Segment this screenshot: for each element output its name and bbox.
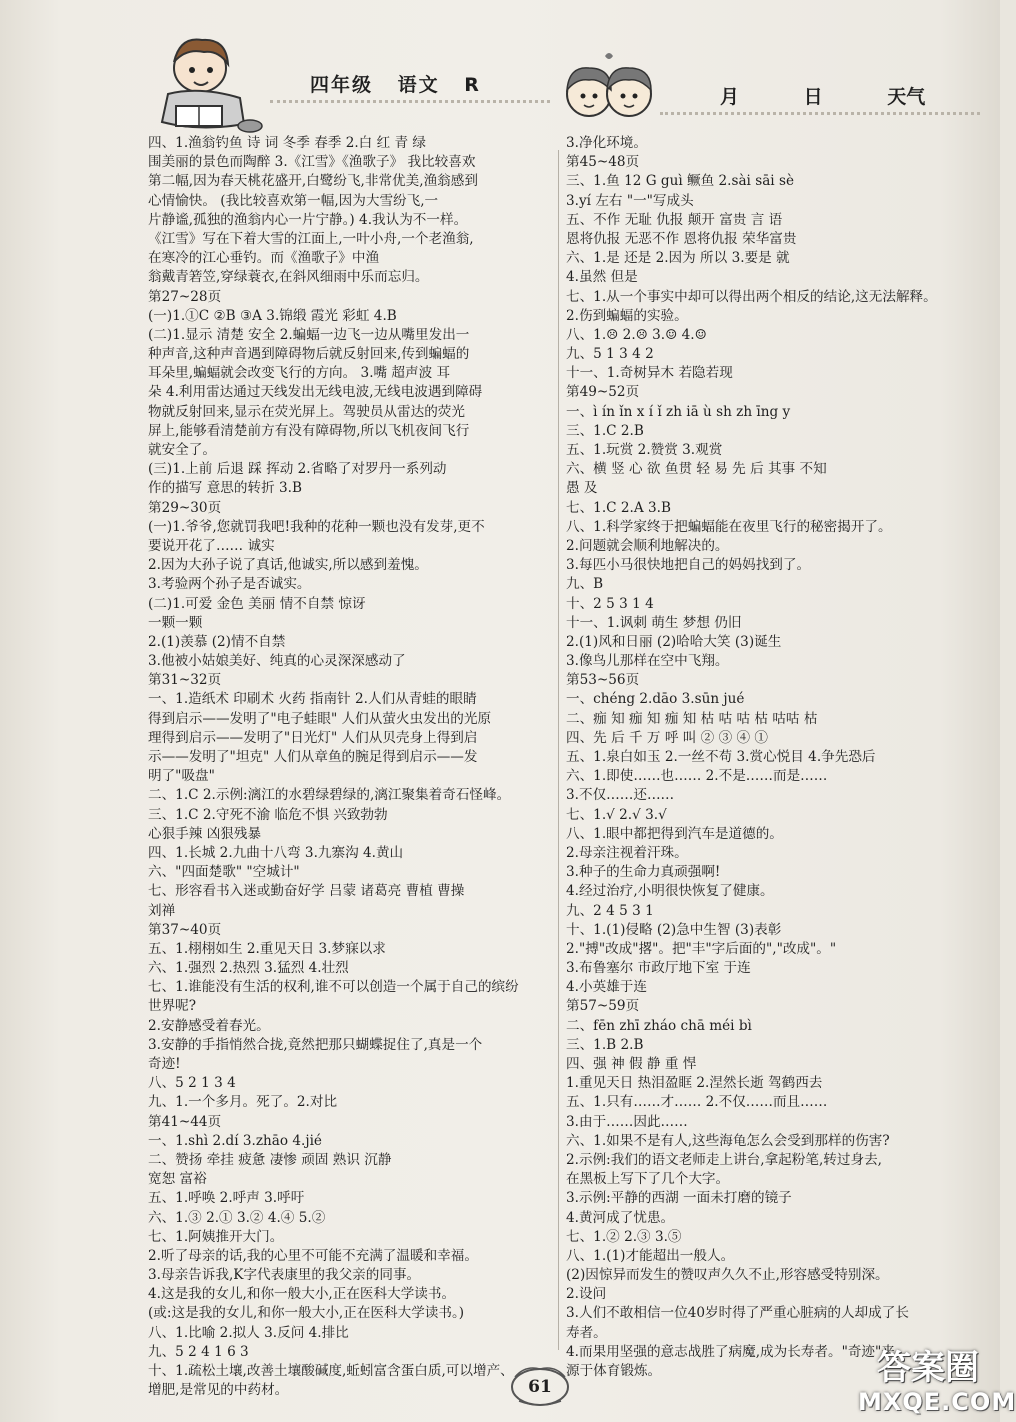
answer-line: 2.(1)风和日丽 (2)哈哈大笑 (3)诞生 [566, 633, 782, 650]
weather-label: 天气 [887, 86, 926, 108]
answer-line: 寿者。 [566, 1324, 607, 1341]
answer-line: 3.像鸟儿那样在空中飞翔。 [566, 653, 729, 670]
answer-line: 耳朵里,蝙蝠就会改变飞行的方向。 3.嘴 超声波 耳 [148, 365, 451, 382]
answer-line: 3.yí 左右 "一"写成头 [566, 192, 694, 209]
answer-line: 五、1.呼唤 2.呼声 3.呼吁 [148, 1190, 305, 1207]
answer-line: 四、强 神 假 静 重 悍 [566, 1056, 697, 1072]
answer-line: 恩将仇报 无恶不作 恩将仇报 荣华富贵 [566, 230, 797, 247]
answer-line: 《江雪》写在下着大雪的江面上,一叶小舟,一个老渔翁, [148, 230, 474, 247]
answer-line: 一、ì ín ǐn x í ǐ zh iā ù sh zh īng y [566, 403, 791, 420]
answer-line: 六、1.即使……也…… 2.不是……而是…… [566, 768, 828, 785]
answer-line: 一颗一颗 [148, 614, 203, 631]
answer-line: 示——发明了"坦克" 人们从章鱼的腕足得到启示——发 [148, 749, 478, 765]
answer-line: (三)1.上前 后退 踩 挥动 2.省略了对罗丹一系列动 [148, 461, 447, 478]
answer-line: 世界呢? [148, 998, 197, 1015]
answer-line: 片静谧,孤独的渔翁内心一片宁静。) 4.我认为不一样。 [148, 211, 468, 228]
answer-line: 八、1.眼中都把得到汽车是道德的。 [566, 825, 783, 842]
answer-line: 九、5 1 3 4 2 [566, 346, 654, 363]
answer-line: 翁戴青箬笠,穿绿蓑衣,在斜风细雨中乐而忘归。 [148, 269, 429, 286]
answer-line: 二、赞扬 牵挂 疲惫 凄惨 顽固 熟识 沉静 [148, 1151, 392, 1168]
answer-line: 三、1.C 2.守死不渝 临危不惧 兴致勃勃 [148, 806, 388, 823]
answer-line: 八、1.☹ 2.☹ 3.☺ 4.☺ [566, 326, 707, 343]
answer-line: 2.母亲注视着汗珠。 [566, 844, 688, 861]
answer-line: 二、痂 知 痂 知 痂 知 枯 咕 咕 枯 咕咕 枯 [566, 710, 818, 727]
page-number-badge [505, 1363, 575, 1409]
month-label: 月 [720, 86, 740, 108]
answer-line: 十一、1.讽刺 萌生 梦想 仍旧 [566, 614, 742, 631]
answer-line: (二)1.可爱 金色 美丽 情不自禁 惊讶 [148, 595, 366, 612]
answer-line: 2.安静感受着春光。 [148, 1017, 270, 1034]
answer-line: 3.人们不敢相信一位40岁时得了严重心脏病的人却成了长 [566, 1305, 909, 1322]
answer-line: 朵 4.利用雷达通过天线发出无线电波,无线电波遇到障碍 [148, 384, 483, 401]
answer-line: 作的描写 意思的转折 3.B [148, 480, 302, 497]
answer-column-left [148, 134, 548, 1400]
answer-line: 2.伤到蝙蝠的实验。 [566, 307, 688, 324]
answer-line: 十、1.(1)侵略 (2)急中生智 (3)表彰 [566, 921, 782, 938]
answer-line: 物就反射回来,显示在荧光屏上。驾驶员从雷达的荧光 [148, 403, 465, 420]
answer-line: 屏上,能够看清楚前方有没有障碍物,所以飞机夜间飞行 [148, 422, 470, 439]
answer-line: 3.种子的生命力真顽强啊! [566, 864, 721, 881]
answer-line: 2.(1)羡慕 (2)情不自禁 [148, 633, 286, 650]
answer-line: 1.重见天日 热泪盈眶 2.涅然长逝 驾鹤西去 [566, 1075, 823, 1092]
answer-line: 七、1.谁能没有生活的权利,谁不可以创造一个属于自己的缤纷 [148, 979, 519, 996]
answer-line: 3.考验两个孙子是否诚实。 [148, 576, 311, 593]
answer-line: 就安全了。 [148, 442, 216, 458]
answer-line: 3.示例:平静的西湖 一面未打磨的镜子 [566, 1190, 792, 1207]
answer-line: 六、横 竖 心 欲 鱼贯 轻 易 先 后 其事 不知 [566, 461, 827, 478]
answer-line: 4.小英雄于连 [566, 979, 647, 996]
answer-line: 七、1.从一个事实中却可以得出两个相反的结论,这无法解释。 [566, 288, 937, 305]
day-label: 日 [803, 86, 823, 108]
answer-line: 七、1.阿姨推开大门。 [148, 1228, 284, 1245]
answer-line: 九、1.一个多月。死了。2.对比 [148, 1094, 338, 1111]
answer-line: 3.不仅……还…… [566, 787, 675, 804]
answer-line: 4.这是我的女儿,和你一般大小,正在医科大学读书。 [148, 1286, 456, 1303]
answer-line: 三、1.C 2.B [566, 422, 644, 439]
answer-line: 六、1.强烈 2.热烈 3.猛烈 4.壮烈 [148, 960, 349, 977]
page-header [0, 0, 1000, 140]
page-number: 61 [528, 1377, 552, 1397]
twin-kids-illustration [555, 50, 665, 130]
answer-line: 第二幅,因为春天桃花盛开,白鹭纷飞,非常优美,渔翁感到 [148, 173, 478, 190]
answer-line: (一)1.①C ②B ③A 3.锦缎 霞光 彩虹 4.B [148, 307, 397, 324]
answer-line: 愚 及 [566, 480, 598, 497]
answer-line: 四、1.长城 2.九曲十八弯 3.九寨沟 4.黄山 [148, 844, 404, 861]
answer-line: 要说开花了…… 诚实 [148, 537, 275, 554]
answer-line: (2)因惊异而发生的赞叹声久久不止,形容感受特别深。 [566, 1267, 889, 1284]
answer-line: 十、2 5 3 1 4 [566, 595, 654, 612]
answer-line: 八、1.(1)才能超出一般人。 [566, 1247, 735, 1264]
answer-line: 九、5 2 4 1 6 3 [148, 1343, 249, 1360]
answer-line: 一、1.造纸术 印刷术 火药 指南针 2.人们从青蛙的眼睛 [148, 691, 477, 708]
site-watermark [858, 1346, 1016, 1420]
header-dotted-line [270, 100, 550, 106]
answer-line: 五、1.只有……才…… 2.不仅……而且…… [566, 1094, 828, 1111]
answer-line: 第27~28页 [148, 288, 222, 305]
answer-line: 明了"吸盘" [148, 768, 215, 785]
answer-line: 七、1.C 2.A 3.B [566, 499, 671, 516]
answer-line: 2.设问 [566, 1286, 607, 1303]
answer-line: 在寒冷的江心垂钓。而《渔歌子》中渔 [148, 250, 380, 267]
answer-line: 3.净化环境。 [566, 135, 647, 151]
answer-line: 九、2 4 5 3 1 [566, 902, 654, 919]
watermark-logo: 答案圈 [877, 1348, 979, 1388]
answer-line: (一)1.爷爷,您就罚我吧!我种的花种一颗也没有发芽,更不 [148, 518, 485, 535]
answer-line: 刘禅 [148, 902, 176, 919]
answer-line: 源于体育锻炼。 [566, 1363, 662, 1379]
answer-line: 4.经过治疗,小明很快恢复了健康。 [566, 883, 774, 900]
answer-line: 八、5 2 1 3 4 [148, 1075, 236, 1092]
header-dotted-line-right [660, 112, 980, 118]
date-weather-fields [720, 82, 925, 109]
answer-line: 第53~56页 [566, 672, 640, 689]
answer-line: 六、1.如果不是有人,这些海龟怎么会受到那样的伤害? [566, 1132, 890, 1149]
answer-line: 心狠手辣 凶狠残暴 [148, 825, 262, 842]
answer-line: 六、1.是 还是 2.因为 所以 3.要是 就 [566, 250, 790, 267]
subject-label: 语文 [397, 74, 440, 96]
answer-line: 三、1.鱼 12 G guì 鳜鱼 2.sài sāi sè [566, 173, 794, 190]
answer-line: 四、1.渔翁钓鱼 诗 词 冬季 春季 2.白 红 青 绿 [148, 135, 427, 151]
answer-line: 一、chéng 2.dāo 3.sūn jué [566, 691, 745, 708]
answer-line: 3.布鲁塞尔 市政厅地下室 于连 [566, 960, 751, 977]
answer-line: 2."搏"改成"撂"。把"丰"字后面的","改成"。" [566, 940, 837, 957]
answer-line: 4.虽然 但是 [566, 269, 638, 286]
answer-line: 八、1.科学家终于把蝙蝠能在夜里飞行的秘密揭开了。 [566, 518, 892, 535]
answer-line: 增肥,是常见的中药材。 [148, 1382, 289, 1399]
reading-child-illustration [140, 28, 270, 138]
answer-line: 三、1.B 2.B [566, 1036, 644, 1053]
answer-line: 理得到启示——发明了"日光灯" 人们从贝壳身上得到启 [148, 729, 478, 746]
watermark-text: MXQE.COM [858, 1388, 1016, 1416]
answer-line: 四、先 后 千 万 呼 叫 ② ③ ④ ① [566, 729, 769, 746]
answer-line: 第57~59页 [566, 998, 640, 1015]
answer-line: 第37~40页 [148, 921, 222, 938]
answer-line: 一、1.shì 2.dí 3.zhāo 4.jié [148, 1132, 322, 1149]
answer-line: 五、不作 无耻 仇报 颠开 富贵 言 语 [566, 211, 783, 228]
answer-line: 二、fēn zhī zháo chā méi bì [566, 1017, 752, 1034]
answer-line: 六、"四面楚歌" "空城计" [148, 864, 300, 881]
answer-line: 第29~30页 [148, 499, 222, 516]
answer-line: 第45~48页 [566, 154, 640, 171]
answer-line: 2.听了母亲的话,我的心里不可能不充满了温暖和幸福。 [148, 1247, 478, 1264]
answer-line: 2.问题就会顺利地解决的。 [566, 537, 729, 554]
answer-line: 五、1.泉白如玉 2.一丝不苟 3.赏心悦目 4.争先恐后 [566, 749, 876, 765]
answer-line: 八、1.比喻 2.拟人 3.反问 4.排比 [148, 1324, 349, 1341]
answer-line: 五、1.玩赏 2.赞赏 3.观赏 [566, 442, 723, 458]
answer-line: 在黑板上写下了几个大字。 [566, 1171, 730, 1188]
answer-line: 4.而果用坚强的意志战胜了病魔,成为长寿者。"奇迹"来 [566, 1343, 895, 1360]
answer-line: 3.每匹小马很快地把自己的妈妈找到了。 [566, 557, 811, 574]
answer-line: 六、1.③ 2.① 3.② 4.④ 5.② [148, 1209, 326, 1226]
answer-line: 3.安静的手指悄然合拢,竟然把那只蝴蝶捉住了,真是一个 [148, 1036, 483, 1053]
answer-line: 心情愉快。 (我比较喜欢第一幅,因为大雪纷飞,一 [148, 192, 439, 209]
book-title [310, 70, 497, 97]
answer-line: 第49~52页 [566, 384, 640, 401]
answer-line: 3.他被小姑娘美好、纯真的心灵深深感动了 [148, 653, 406, 670]
edition-label: R [464, 74, 481, 96]
answer-line: 第31~32页 [148, 672, 222, 689]
answer-line: (或:这是我的女儿,和你一般大小,正在医科大学读书。) [148, 1305, 465, 1322]
answer-line: 宽恕 富裕 [148, 1171, 207, 1188]
answer-line: 二、1.C 2.示例:漓江的水碧绿碧绿的,漓江聚集着奇石怪峰。 [148, 787, 511, 804]
answer-line: 第41~44页 [148, 1113, 222, 1130]
answer-line: 种声音,这种声音遇到障碍物后就反射回来,传到蝙蝠的 [148, 346, 470, 363]
answer-line: 3.母亲告诉我,K字代表康里的我父亲的同事。 [148, 1267, 421, 1284]
answer-line: 围美丽的景色而陶醉 3.《江雪》《渔歌子》 我比较喜欢 [148, 154, 476, 171]
answer-line: 五、1.栩栩如生 2.重见天日 3.梦寐以求 [148, 940, 386, 957]
answer-line: 九、B [566, 576, 604, 593]
answer-line: 七、1.√ 2.√ 3.√ [566, 806, 667, 823]
answer-line: 七、1.② 2.③ 3.⑤ [566, 1228, 682, 1245]
answer-line: 十、1.疏松土壤,改善土壤酸碱度,蚯蚓富含蛋白质,可以增产、 [148, 1363, 514, 1379]
answer-line: 4.黄河成了忧患。 [566, 1209, 675, 1226]
answer-line: 奇迹! [148, 1056, 181, 1072]
answer-line: 十一、1.奇树异木 若隐若现 [566, 365, 733, 382]
answer-line: (二)1.显示 清楚 安全 2.蝙蝠一边飞一边从嘴里发出一 [148, 326, 470, 343]
answer-column-right [566, 134, 976, 1381]
grade-label: 四年级 [310, 74, 374, 96]
answer-line: 2.示例:我们的语文老师走上讲台,拿起粉笔,转过身去, [566, 1151, 882, 1168]
answer-line: 七、形容看书入迷或勤奋好学 吕蒙 诸葛亮 曹植 曹操 [148, 883, 465, 900]
answer-line: 3.由于……因此…… [566, 1113, 688, 1130]
answer-line: 得到启示——发明了"电子蛙眼" 人们从萤火虫发出的光原 [148, 710, 492, 727]
column-divider [558, 150, 559, 1350]
answer-line: 2.因为大孙子说了真话,他诚实,所以感到羞愧。 [148, 557, 428, 574]
